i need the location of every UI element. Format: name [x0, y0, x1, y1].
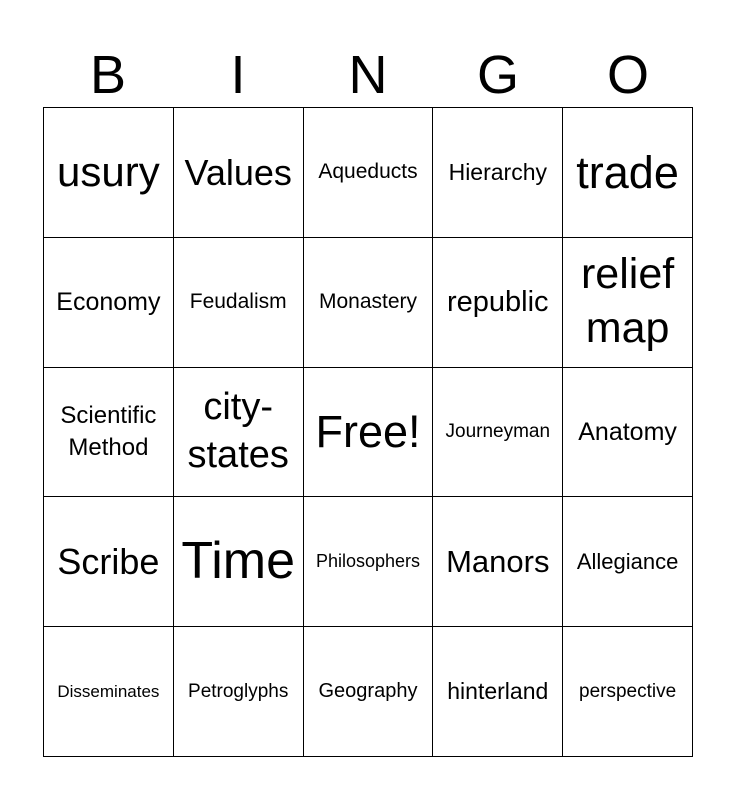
- bingo-cell[interactable]: Time: [174, 497, 304, 627]
- bingo-cell[interactable]: Scribe: [44, 497, 174, 627]
- bingo-cell[interactable]: Manors: [433, 497, 563, 627]
- bingo-cell[interactable]: Hierarchy: [433, 108, 563, 238]
- header-letter-n: N: [348, 45, 388, 105]
- bingo-header: [43, 44, 693, 106]
- bingo-cell[interactable]: Values: [174, 108, 304, 238]
- bingo-cell[interactable]: hinterland: [433, 627, 563, 757]
- bingo-cell[interactable]: Petroglyphs: [174, 627, 304, 757]
- bingo-cell[interactable]: Aqueducts: [304, 108, 434, 238]
- bingo-cell[interactable]: Allegiance: [563, 497, 693, 627]
- bingo-cell[interactable]: republic: [433, 238, 563, 368]
- bingo-cell[interactable]: Economy: [44, 238, 174, 368]
- bingo-cell[interactable]: Feudalism: [174, 238, 304, 368]
- bingo-card-grid: [43, 107, 693, 757]
- bingo-cell[interactable]: city-states: [174, 368, 304, 498]
- bingo-cell[interactable]: Journeyman: [433, 368, 563, 498]
- header-letter-o: O: [606, 45, 649, 105]
- bingo-cell[interactable]: Anatomy: [563, 368, 693, 498]
- bingo-cell[interactable]: Geography: [304, 627, 434, 757]
- bingo-cell[interactable]: Disseminates: [44, 627, 174, 757]
- bingo-cell[interactable]: Scientific Method: [44, 368, 174, 498]
- bingo-cell[interactable]: relief map: [563, 238, 693, 368]
- header-letter-b: B: [89, 45, 127, 105]
- bingo-cell[interactable]: usury: [44, 108, 174, 238]
- bingo-cell[interactable]: trade: [563, 108, 693, 238]
- header-letter-i: I: [230, 45, 246, 105]
- bingo-cell[interactable]: perspective: [563, 627, 693, 757]
- bingo-cell[interactable]: Philosophers: [304, 497, 434, 627]
- header-letter-g: G: [476, 45, 519, 105]
- bingo-cell[interactable]: Free!: [304, 368, 434, 498]
- bingo-cell[interactable]: Monastery: [304, 238, 434, 368]
